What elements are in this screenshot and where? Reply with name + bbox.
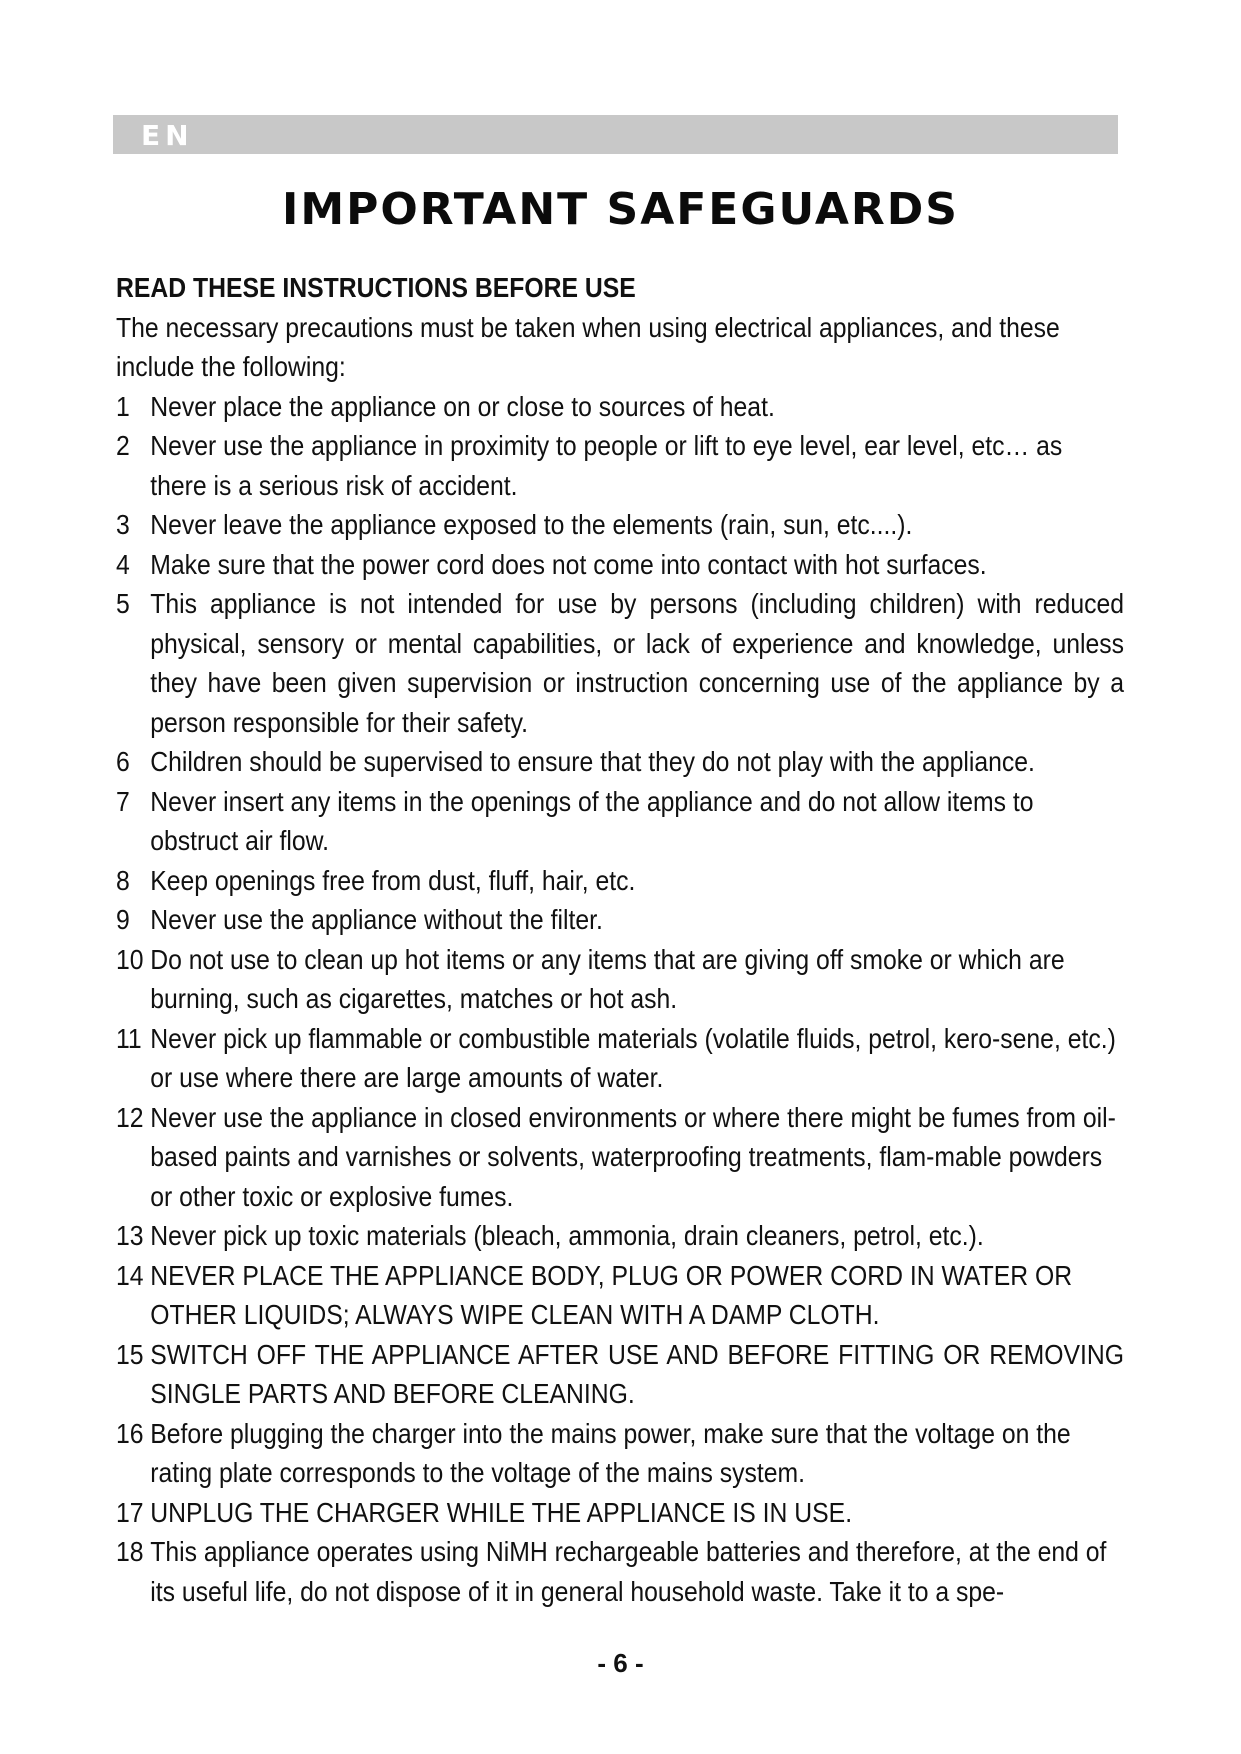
item-number: 9 (116, 904, 130, 935)
safeguard-item (116, 1216, 1124, 1256)
item-text: Make sure that the power cord does not come into contact with hot surfaces. (150, 548, 987, 580)
item-text: NEVER PLACE THE APPLIANCE BODY, PLUG OR POWER CORD IN WATER OR OTHER LIQUIDS; ALWAYS WIPE CLEAN WITH A DAMP CLOTH. (150, 1259, 1073, 1330)
item-text: UNPLUG THE CHARGER WHILE THE APPLIANCE IS IN USE. (150, 1496, 853, 1528)
safeguard-item (116, 426, 1124, 505)
safeguard-item (116, 1098, 1124, 1217)
item-text: This appliance is not intended for use by persons (including children) with reduced physical, sensory or mental capabilities, or lack of experience and knowledge, unless they have been given supervision or instruction concerning use of the appliance by a person responsible for their safety. (150, 588, 1124, 738)
safeguard-item (116, 861, 1124, 901)
item-text: Before plugging the charger into the mains power, make sure that the voltage on the rating plate corresponds to the voltage of the mains system. (150, 1417, 1071, 1488)
item-number: 15 (116, 1338, 144, 1370)
item-number: 18 (116, 1536, 144, 1567)
safeguard-item (116, 782, 1124, 861)
item-text: Keep openings free from dust, fluff, hair, etc. (150, 864, 636, 896)
item-text: Never use the appliance in proximity to people or lift to eye level, ear level, etc… as there is a serious risk of accident. (150, 430, 1063, 501)
item-number: 4 (116, 548, 130, 580)
item-text: Never use the appliance without the filter. (150, 904, 603, 935)
item-number: 7 (116, 785, 130, 817)
language-code: EN (141, 119, 194, 152)
safeguard-item (116, 1256, 1124, 1335)
intro-paragraph: The necessary precautions must be taken when using electrical appliances, and these include the following: (116, 311, 1060, 382)
safeguard-item (116, 1414, 1124, 1493)
safeguard-list (116, 387, 1124, 1612)
item-number: 8 (116, 864, 130, 896)
item-number: 12 (116, 1101, 144, 1133)
safeguard-item (116, 387, 1124, 427)
item-text: Never pick up flammable or combustible materials (volatile fluids, petrol, kero-sene, etc.) or use where there are large amounts of water. (150, 1022, 1116, 1093)
item-number: 10 (116, 943, 144, 975)
safeguard-item (116, 940, 1124, 1019)
instructions-subheading: READ THESE INSTRUCTIONS BEFORE USE (116, 272, 636, 303)
safeguard-item (116, 505, 1124, 545)
item-number: 17 (116, 1496, 144, 1528)
item-number: 2 (116, 430, 130, 461)
item-number: 3 (116, 509, 130, 540)
item-text: Never place the appliance on or close to sources of heat. (150, 390, 775, 422)
safeguard-item (116, 584, 1124, 742)
item-number: 13 (116, 1220, 144, 1251)
safeguards-content (116, 268, 1124, 1611)
item-number: 5 (116, 588, 130, 619)
item-text: SWITCH OFF THE APPLIANCE AFTER USE AND BEFORE FITTING OR REMOVING SINGLE PARTS AND BEFORE CLEANING. (150, 1338, 1124, 1409)
item-text: Never use the appliance in closed environments or where there might be fumes from oil-based paints and varnishes or solvents, waterproofing treatments, flam-mable powders or other toxic or explosive fumes. (150, 1101, 1116, 1212)
safeguard-item (116, 900, 1124, 940)
safeguard-item (116, 1532, 1124, 1611)
item-text: Never leave the appliance exposed to the elements (rain, sun, etc....). (150, 509, 913, 540)
item-number: 16 (116, 1417, 144, 1449)
page-title: IMPORTANT SAFEGUARDS (281, 184, 959, 235)
safeguard-item (116, 1493, 1124, 1533)
item-text: This appliance operates using NiMH rechargeable batteries and therefore, at the end of its useful life, do not dispose of it in general household waste. Take it to a spe- (150, 1536, 1107, 1607)
item-number: 11 (116, 1022, 142, 1054)
safeguard-item (116, 1019, 1124, 1098)
item-text: Children should be supervised to ensure that they do not play with the appliance. (150, 746, 1035, 777)
safeguard-item (116, 545, 1124, 585)
language-bar (113, 115, 1118, 154)
item-number: 6 (116, 746, 130, 777)
safeguard-item (116, 1335, 1124, 1414)
item-number: 14 (116, 1259, 144, 1291)
item-text: Never insert any items in the openings of the appliance and do not allow items to obstruct air flow. (150, 785, 1034, 856)
item-text: Do not use to clean up hot items or any items that are giving off smoke or which are burning, such as cigarettes, matches or hot ash. (150, 943, 1065, 1014)
page-number: - 6 - (597, 1648, 644, 1678)
safeguard-item (116, 742, 1124, 782)
item-number: 1 (116, 390, 130, 422)
item-text: Never pick up toxic materials (bleach, ammonia, drain cleaners, petrol, etc.). (150, 1220, 984, 1251)
